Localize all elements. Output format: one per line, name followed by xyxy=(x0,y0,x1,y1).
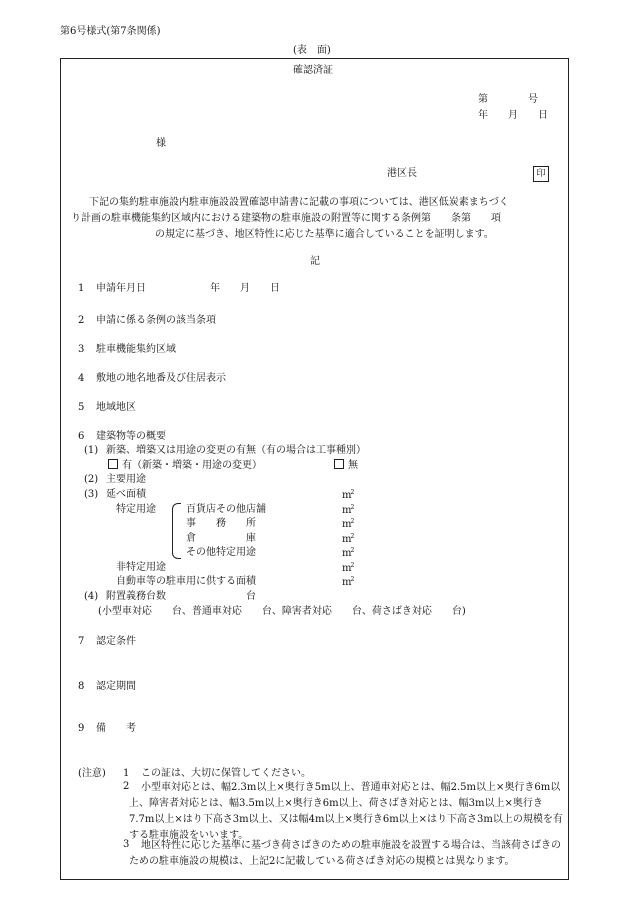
zoning-label: 地域地区 xyxy=(96,402,136,413)
remarks-label: 備 考 xyxy=(96,723,136,734)
yes-label: 有（新築・増築・用途の変更） xyxy=(122,460,262,471)
note-text: この証は、大切に保管してください。 xyxy=(141,768,311,779)
unit-sup: 2 xyxy=(350,562,355,569)
note-text: 地区特性に応じた基準に基づき荷さばきのための駐車施設を設置する場合は、当該荷さばきのための駐車施設の規模は、上記2に記載している荷さばき対応の規模とは異なります。 xyxy=(129,840,561,867)
unit-text: m xyxy=(342,505,352,516)
building-overview-label: 建築物等の概要 xyxy=(96,431,166,442)
area-unit xyxy=(342,518,354,531)
issuer: 港区長 xyxy=(387,168,417,179)
item-number: 4 xyxy=(78,373,85,384)
paragraph-line: 下記の集約駐車施設内駐車施設設置確認申請書に記載の事項については、港区低炭素まちづく xyxy=(89,197,509,208)
paragraph-line: り計画の駐車機能集約区域内における建築物の駐車施設の附置等に関する条例第 条第 項 xyxy=(71,213,501,224)
area-unit xyxy=(342,547,354,560)
date-line: 年 月 日 xyxy=(478,110,548,121)
specific-use-label: 特定用途 xyxy=(116,504,156,515)
required-spaces-label: 附置義務台数 xyxy=(106,591,166,602)
unit-sup: 2 xyxy=(350,547,355,554)
item-number: 8 xyxy=(78,681,85,692)
certificate-title: 確認済証 xyxy=(293,65,333,76)
specific-use-brace xyxy=(172,503,181,559)
application-date-value: 年 月 日 xyxy=(210,283,280,294)
unit-sup: 2 xyxy=(350,504,355,511)
specific-use-item: 事 務 所 xyxy=(186,518,256,529)
unit-text: m xyxy=(342,534,352,545)
number-line: 第 号 xyxy=(478,94,538,105)
unit-text: m xyxy=(342,490,352,501)
notes-heading: (注意) xyxy=(78,768,106,779)
note-number: 3 xyxy=(123,839,130,850)
nonspecific-use-label: 非特定用途 xyxy=(116,562,166,573)
certification-paragraph xyxy=(71,195,563,243)
unit-text: m xyxy=(342,563,352,574)
item-number: 5 xyxy=(78,402,85,413)
form-id: 第6号様式(第7条関係) xyxy=(60,26,161,37)
ordinance-clause-label: 申請に係る条例の該当条項 xyxy=(96,315,216,326)
area-unit xyxy=(342,489,354,502)
parking-area-label: 自動車等の駐車用に供する面積 xyxy=(116,576,256,587)
spaces-unit: 台 xyxy=(246,591,256,602)
certification-conditions-label: 認定条件 xyxy=(96,636,136,647)
item-number: 3 xyxy=(78,344,85,355)
sub-number: (3) xyxy=(84,489,99,500)
specific-use-item: その他特定用途 xyxy=(186,547,256,558)
sub-number: (2) xyxy=(84,474,99,485)
recipient-suffix: 様 xyxy=(156,138,166,149)
paragraph-line: の規定に基づき、地区特性に応じた基準に適合していることを証明します。 xyxy=(155,229,494,240)
certification-period-label: 認定期間 xyxy=(96,681,136,692)
note-number: 2 xyxy=(123,781,130,792)
unit-text: m xyxy=(342,577,352,588)
no-checkbox[interactable] xyxy=(334,459,344,469)
sub-number: (1) xyxy=(84,445,99,456)
yes-checkbox[interactable] xyxy=(108,459,118,469)
item-number: 2 xyxy=(78,315,85,326)
total-floor-area-label: 延べ面積 xyxy=(106,489,146,500)
area-unit xyxy=(342,576,354,589)
specific-use-item: 倉 庫 xyxy=(186,533,256,544)
area-unit xyxy=(342,504,354,517)
item-number: 1 xyxy=(78,283,85,294)
unit-text: m xyxy=(342,519,352,530)
seal-mark: 印 xyxy=(533,166,549,182)
item-number: 9 xyxy=(78,723,85,734)
sub-number: (4) xyxy=(84,591,99,602)
spaces-breakdown: (小型車対応 台、普通車対応 台、障害者対応 台、荷さばき対応 台) xyxy=(98,606,466,617)
parking-zone-label: 駐車機能集約区域 xyxy=(96,344,176,355)
application-date-label: 申請年月日 xyxy=(96,283,146,294)
specific-use-item: 百貨店その他店舗 xyxy=(186,504,266,515)
area-unit xyxy=(342,533,354,546)
unit-sup: 2 xyxy=(350,489,355,496)
ki-heading: 記 xyxy=(310,256,320,267)
no-option[interactable] xyxy=(334,459,358,472)
site-address-label: 敷地の地名地番及び住居表示 xyxy=(96,373,226,384)
unit-sup: 2 xyxy=(350,518,355,525)
yes-option[interactable] xyxy=(108,459,262,472)
area-unit xyxy=(342,562,354,575)
construction-type-label: 新築、増築又は用途の変更の有無（有の場合は工事種別） xyxy=(106,445,366,456)
note-text: 小型車対応とは、幅2.3m以上×奥行き5m以上、普通車対応とは、幅2.5m以上×奥行き6m以上、障害者対応とは、幅3.5m以上×奥行き6m以上、荷さばき対応とは、幅3m以上×奥行き7.7m以上×はり下高さ3m以上、又は幅4m以上×奥行き6m以上×はり下高さ3m以上の規模を有する駐車施設をいいます。 xyxy=(129,782,563,841)
side-label: (表 面) xyxy=(293,45,331,56)
note-number: 1 xyxy=(123,768,130,779)
no-label: 無 xyxy=(348,460,358,471)
item-number: 7 xyxy=(78,636,85,647)
main-use-label: 主要用途 xyxy=(106,474,146,485)
item-number: 6 xyxy=(78,431,85,442)
unit-text: m xyxy=(342,548,352,559)
unit-sup: 2 xyxy=(350,533,355,540)
unit-sup: 2 xyxy=(350,576,355,583)
